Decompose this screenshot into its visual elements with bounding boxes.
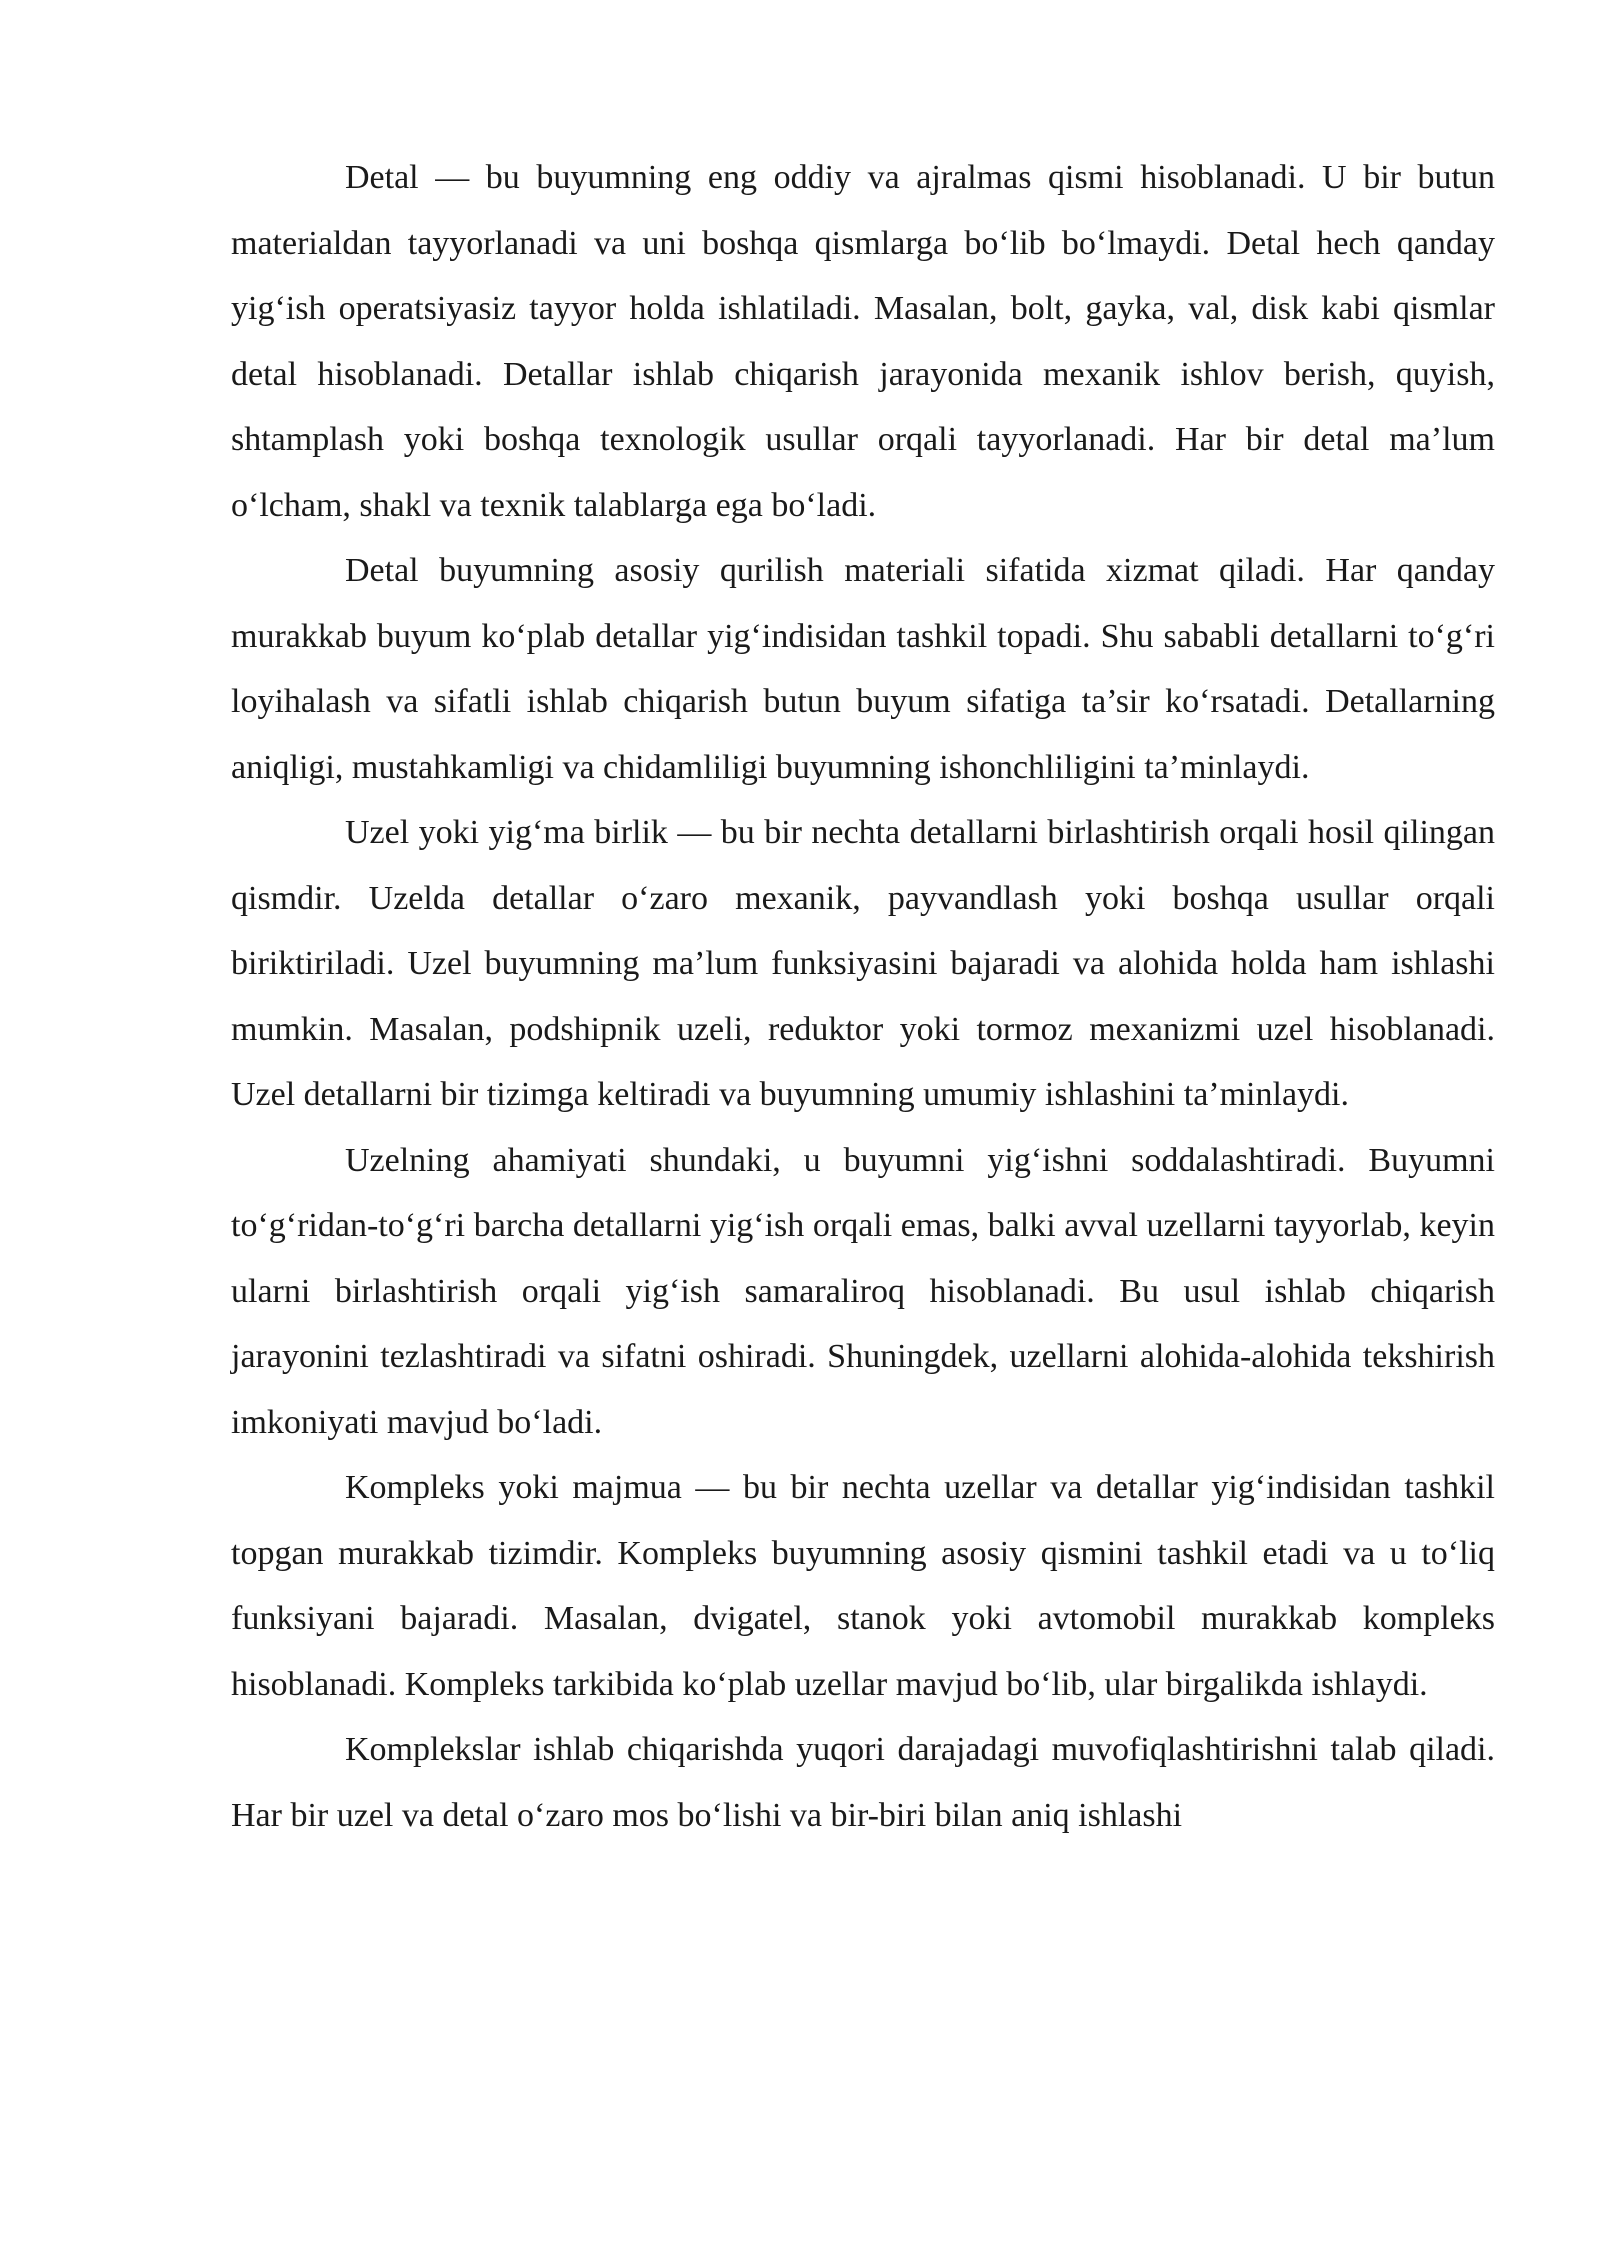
paragraph-detal-role: Detal buyumning asosiy qurilish materiali sifatida xizmat qiladi. Har qanday murakkab buyum ko‘plab detallar yig‘indisidan tashkil topadi. Shu sababli detallarni to‘g‘ri loyihalash va sifatli ishlab chiqarish butun buyum sifatiga ta’sir ko‘rsatadi. Detallarning aniqligi, mustahkamligi va chidamliligi buyumning ishonchliligini ta’minlaydi. [231, 552, 1495, 786]
paragraph-uzel-importance: Uzelning ahamiyati shundaki, u buyumni yig‘ishni soddalashtiradi. Buyumni to‘g‘ridan-to‘g‘ri barcha detallarni yig‘ish orqali emas, balki avval uzellarni tayyorlab, keyin ularni birlashtirish orqali yig‘ish samaraliroq hisoblanadi. Bu usul ishlab chiqarish jarayonini tezlashtiradi va sifatni oshiradi. Shuningdek, uzellarni alohida-alohida tekshirish imkoniyati mavjud bo‘ladi. [231, 1141, 1495, 1441]
paragraph-kompleks-definition: Kompleks yoki majmua — bu bir nechta uzellar va detallar yig‘indisidan tashkil topgan murakkab tizimdir. Kompleks buyumning asosiy qismini tashkil etadi va u to‘liq funksiyani bajaradi. Masalan, dvigatel, stanok yoki avtomobil murakkab kompleks hisoblanadi. Kompleks tarkibida ko‘plab uzellar mavjud bo‘lib, ular birgalikda ishlaydi. [231, 1469, 1495, 1703]
paragraph-uzel-definition: Uzel yoki yig‘ma birlik — bu bir nechta detallarni birlashtirish orqali hosil qilingan qismdir. Uzelda detallar o‘zaro mexanik, payvandlash yoki boshqa usullar orqali biriktiriladi. Uzel buyumning ma’lum funksiyasini bajaradi va alohida holda ham ishlashi mumkin. Masalan, podshipnik uzeli, reduktor yoki tormoz mexanizmi uzel hisoblanadi. Uzel detallarni bir tizimga keltiradi va buyumning umumiy ishlashini ta’minlaydi. [231, 814, 1495, 1113]
document-body [231, 145, 1495, 1848]
paragraph-detal-definition: Detal — bu buyumning eng oddiy va ajralmas qismi hisoblanadi. U bir butun materialdan tayyorlanadi va uni boshqa qismlarga bo‘lib bo‘lmaydi. Detal hech qanday yig‘ish operatsiyasiz tayyor holda ishlatiladi. Masalan, bolt, gayka, val, disk kabi qismlar detal hisoblanadi. Detallar ishlab chiqarish jarayonida mexanik ishlov berish, quyish, shtamplash yoki boshqa texnologik usullar orqali tayyorlanadi. Har bir detal ma’lum o‘lcham, shakl va texnik talablarga ega bo‘ladi. [231, 159, 1495, 524]
paragraph-kompleks-coordination: Komplekslar ishlab chiqarishda yuqori darajadagi muvofiqlashtirishni talab qiladi. Har bir uzel va detal o‘zaro mos bo‘lishi va bir-biri bilan aniq ishlashi [231, 1731, 1495, 1834]
